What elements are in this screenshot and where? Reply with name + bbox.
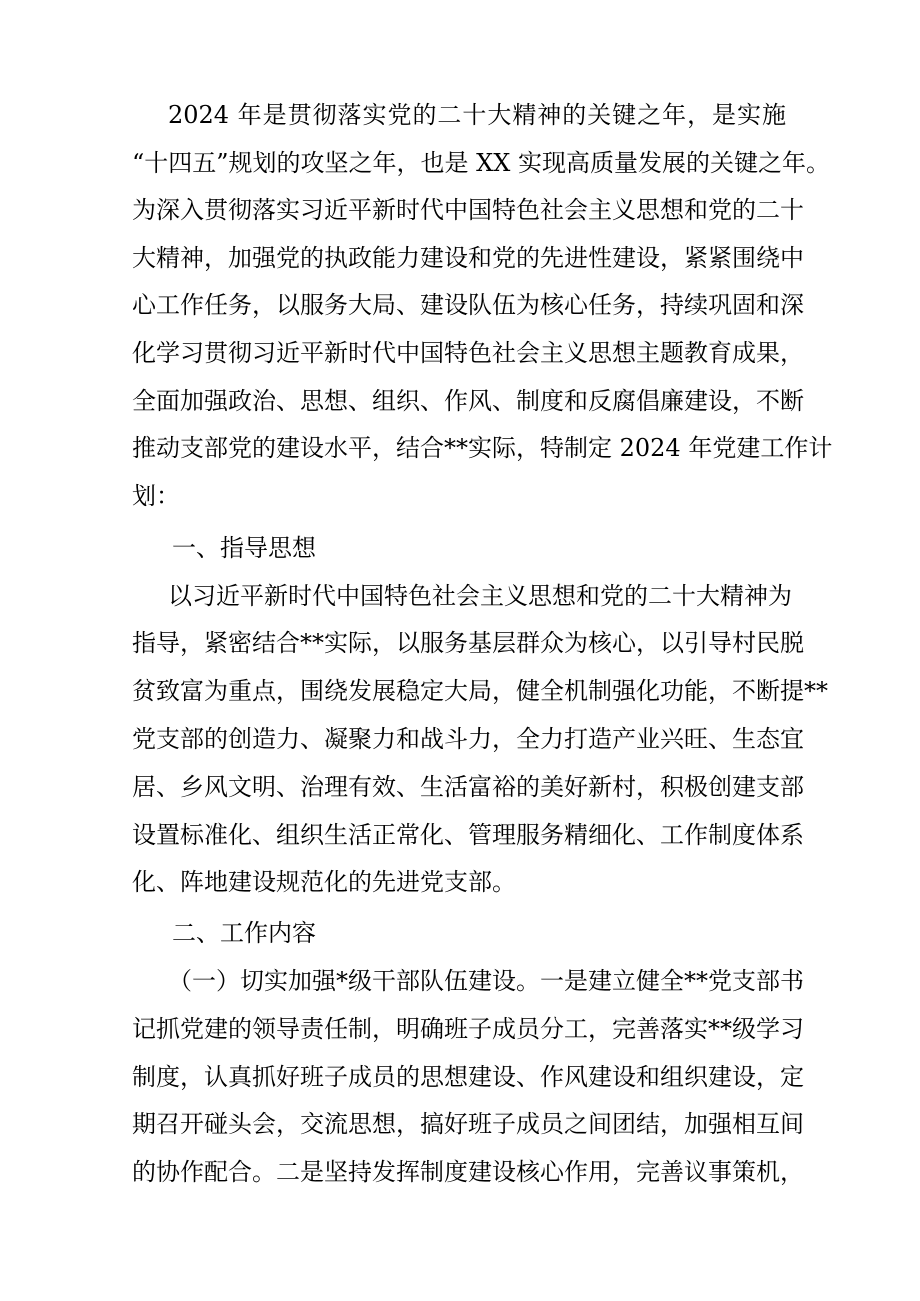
paragraph-1-line-9: 划： (132, 482, 180, 510)
paragraph-2-line-4: 党支部的创造力、凝聚力和战斗力，全力打造产业兴旺、生态宜 (132, 725, 804, 753)
paragraph-3-line-4: 期召开碰头会，交流思想，搞好班子成员之间团结，加强相互间 (132, 1110, 804, 1138)
section-heading-work-content: 二、工作内容 (172, 919, 316, 947)
paragraph-2-line-2: 指导，紧密结合**实际，以服务基层群众为核心，以引导村民脱 (132, 629, 804, 657)
paragraph-2-line-7: 化、阵地建设规范化的先进党支部。 (132, 868, 516, 896)
paragraph-1-line-1: 2024 年是贯彻落实党的二十大精神的关键之年，是实施 (168, 101, 786, 129)
paragraph-3-line-2: 记抓党建的领导责任制，明确班子成员分工，完善落实**级学习 (132, 1015, 804, 1043)
paragraph-1-line-2: “十四五”规划的攻坚之年，也是 XX 实现高质量发展的关键之年。 (132, 149, 830, 177)
section-heading-guiding-ideology: 一、指导思想 (172, 534, 316, 562)
paragraph-3-line-3: 制度，认真抓好班子成员的思想建设、作风建设和组织建设，定 (132, 1063, 804, 1091)
paragraph-1-line-7: 全面加强政治、思想、组织、作风、制度和反腐倡廉建设，不断 (132, 387, 804, 415)
paragraph-2-line-6: 设置标准化、组织生活正常化、管理服务精细化、工作制度体系 (132, 821, 804, 849)
paragraph-1-line-5: 心工作任务，以服务大局、建设队伍为核心任务，持续巩固和深 (132, 291, 804, 319)
paragraph-1-line-4: 大精神，加强党的执政能力建设和党的先进性建设，紧紧围绕中 (132, 244, 804, 272)
paragraph-2-line-1: 以习近平新时代中国特色社会主义思想和党的二十大精神为 (168, 582, 792, 610)
paragraph-1-line-6: 化学习贯彻习近平新时代中国特色社会主义思想主题教育成果， (132, 339, 804, 367)
paragraph-1-line-8: 推动支部党的建设水平，结合**实际，特制定 2024 年党建工作计 (132, 434, 833, 462)
paragraph-1-line-3: 为深入贯彻落实习近平新时代中国特色社会主义思想和党的二十 (132, 196, 804, 224)
paragraph-2-line-3: 贫致富为重点，围绕发展稳定大局，健全机制强化功能，不断提** (132, 677, 828, 705)
paragraph-2-line-5: 居、乡风文明、治理有效、生活富裕的美好新村，积极创建支部 (132, 773, 804, 801)
paragraph-3-line-1: （一）切实加强*级干部队伍建设。一是建立健全**党支部书 (168, 967, 804, 995)
paragraph-3-line-5: 的协作配合。二是坚持发挥制度建设核心作用，完善议事策机， (132, 1158, 804, 1186)
